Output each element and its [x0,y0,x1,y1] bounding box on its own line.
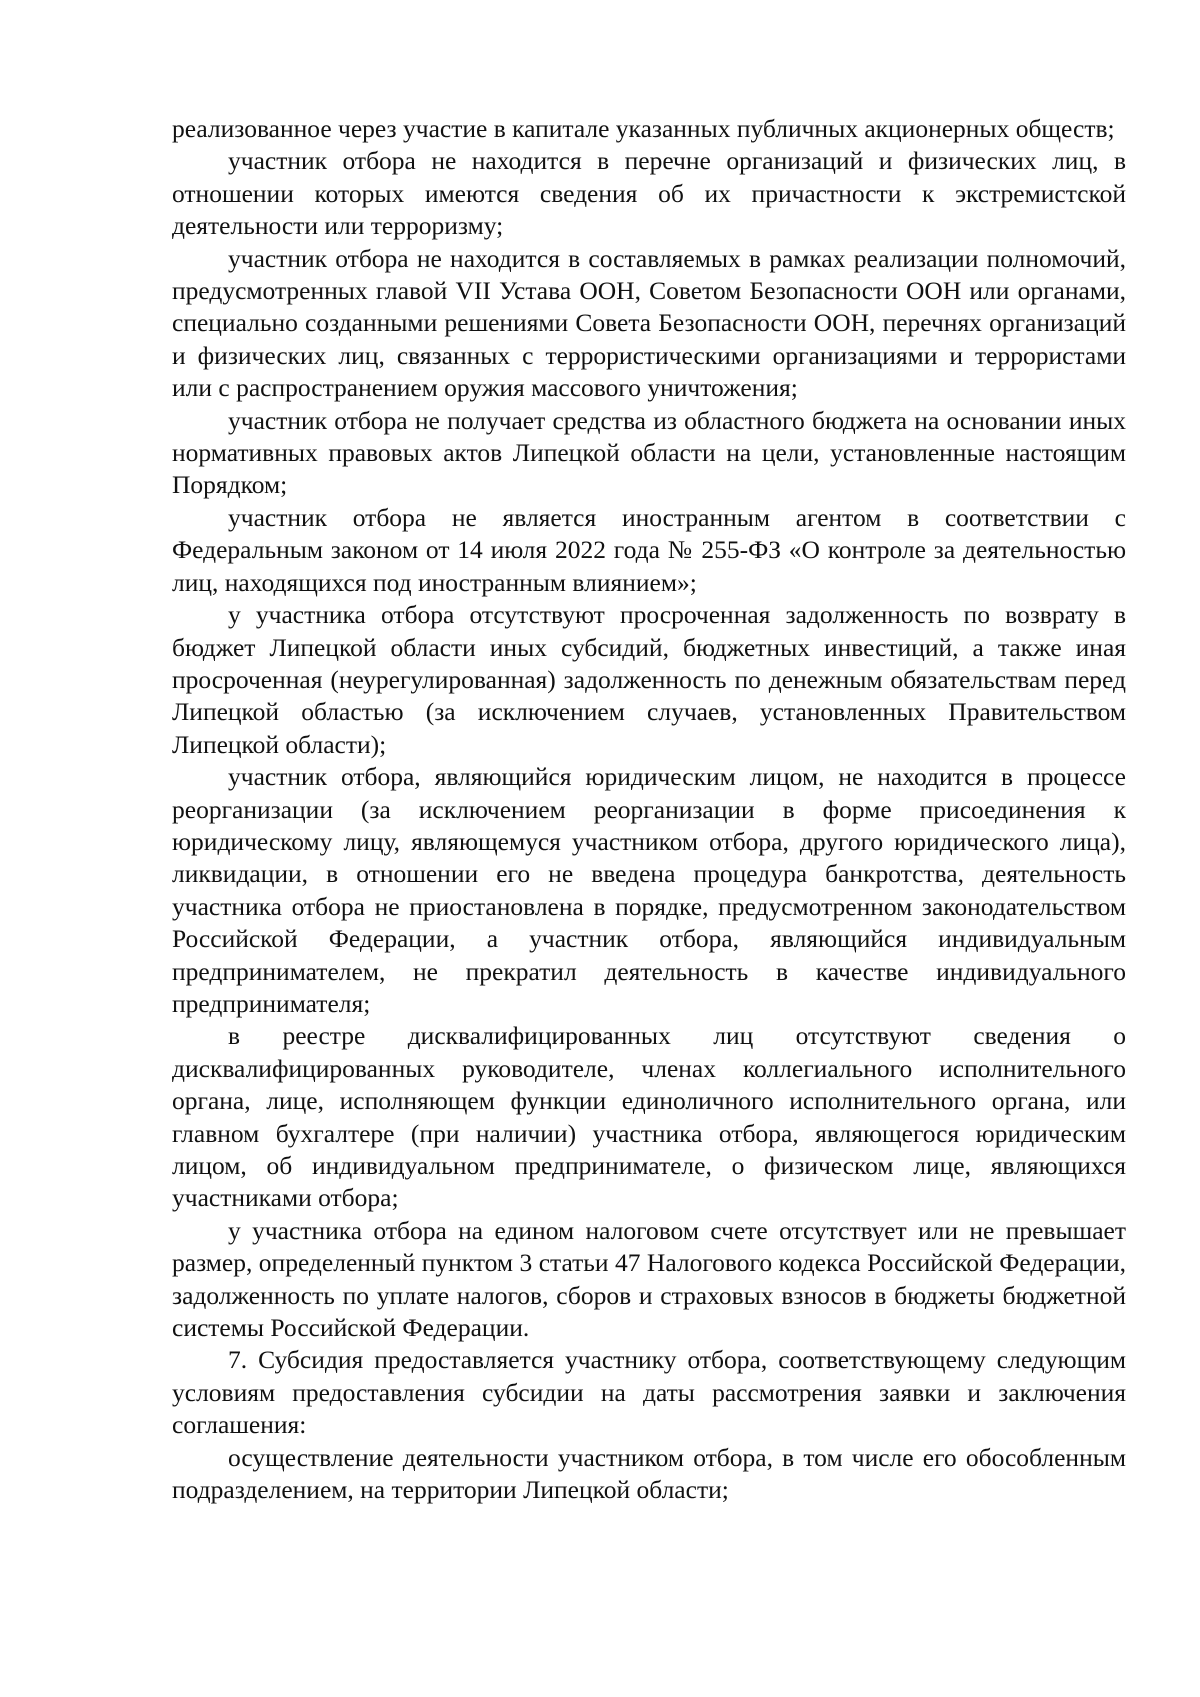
paragraph-extremism-list: участник отбора не находится в перечне организаций и физических лиц, в отношении которых имеются сведения об их причастности к экстремистской деятельности или терроризму; [172,146,1126,241]
paragraph-overdue-debt: у участника отбора отсутствуют просроченная задолженность по возврату в бюджет Липецкой области иных субсидий, бюджетных инвестиций, а также иная просроченная (неурегулированная) задолженность по денежным обязательствам перед Липецкой областью (за исключением случаев, установленных Правительством Липецкой области); [172,600,1126,759]
paragraph-section-7: 7. Субсидия предоставляется участнику отбора, соответствующему следующим условиям предоставления субсидии на даты рассмотрения заявки и заключения соглашения: [172,1345,1126,1440]
paragraph-foreign-agent: участник отбора не является иностранным агентом в соответствии с Федеральным законом от 14 июля 2022 года № 255-ФЗ «О контроле за деятельностью лиц, находящихся под иностранным влиянием»; [172,502,1126,597]
paragraph-territory: осуществление деятельности участником отбора, в том числе его обособленным подразделением, на территории Липецкой области; [172,1442,1126,1505]
paragraph-continuation: реализованное через участие в капитале указанных публичных акционерных обществ; [172,114,1115,143]
paragraph-regional-budget: участник отбора не получает средства из областного бюджета на основании иных нормативных правовых актов Липецкой области на цели, установленные настоящим Порядком; [172,405,1126,500]
paragraph-tax-account: у участника отбора на едином налоговом счете отсутствует или не превышает размер, определенный пунктом 3 статьи 47 Налогового кодекса Российской Федерации, задолженность по уплате налогов, сборов и страховых взносов в бюджеты бюджетной системы Российской Федерации. [172,1215,1126,1343]
document-page [172,113,1126,1506]
paragraph-disqualified-persons: в реестре дисквалифицированных лиц отсутствуют сведения о дисквалифицированных руководителе, членах коллегиального исполнительного органа, лице, исполняющем функции единоличного исполнительного органа, или главном бухгалтере (при наличии) участника отбора, являющегося юридическим лицом, об индивидуальном предпринимателе, о физическом лице, являющихся участниками отбора; [172,1021,1126,1213]
paragraph-reorganization: участник отбора, являющийся юридическим лицом, не находится в процессе реорганизации (за исключением реорганизации в форме присоединения к юридическому лицу, являющемуся участником отбора, другого юридического лица), ликвидации, в отношении его не введена процедура банкротства, деятельность участника отбора не приостановлена в порядке, предусмотренном законодательством Российской Федерации, а участник отбора, являющийся индивидуальным предпринимателем, не прекратил деятельность в качестве индивидуального предпринимателя; [172,762,1126,1018]
paragraph-un-security-council: участник отбора не находится в составляемых в рамках реализации полномочий, предусмотренных главой VII Устава ООН, Советом Безопасности ООН или органами, специально созданными решениями Совета Безопасности ООН, перечнях организаций и физических лиц, связанных с террористическими организациями и террористами или с распространением оружия массового уничтожения; [172,243,1126,403]
